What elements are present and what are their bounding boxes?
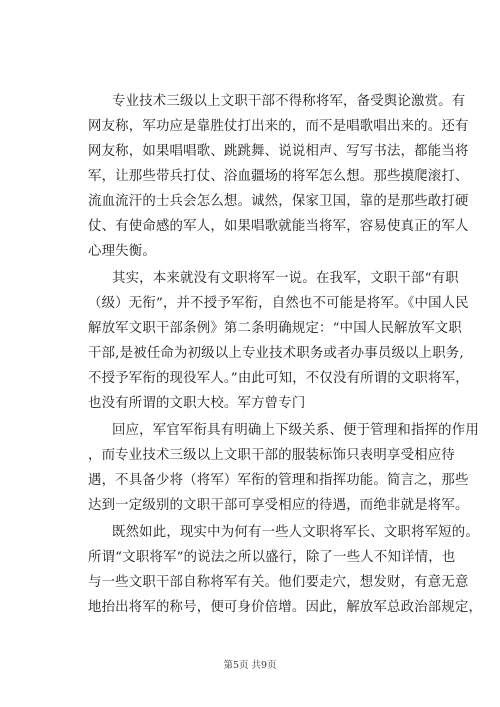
paragraph-4-line-1: 既然如此，现实中为何有一些人文职将军长、文职将军短的。: [112, 525, 479, 540]
paragraph-2-line-5: 不授予军衔的现役军人。”由此可知，不仅没有所谓的文职将军，: [88, 371, 469, 386]
paragraph-4-line-2: 所谓“文职将军”的说法之所以盛行，除了一些人不知详情，也: [88, 550, 456, 565]
paragraph-2-line-1: 其实，本来就没有文职将军一说。在我军，文职干部“有职: [112, 271, 459, 286]
paragraph-1-line-3: 网友称，如果唱唱歌、跳跳舞、说说相声、写写书法，都能当将: [88, 144, 469, 159]
paragraph-1-line-7: 心理失衡。: [88, 244, 156, 259]
page-number-footer: 第5页 共9页: [223, 660, 277, 671]
paragraph-4-line-4: 地抬出将军的称号，便可身价倍增。因此，解放军总政治部规定，: [88, 600, 483, 615]
paragraph-3-line-4: 达到一定级别的文职干部可享受相应的待遇，而绝非就是将军。: [88, 498, 469, 513]
paragraph-3-line-1: 回应，军官军衔具有明确上下级关系、便于管理和指挥的作用: [112, 423, 479, 438]
paragraph-3-line-2: ，而专业技术三级以上文职干部的服装标饰只表明享受相应待: [88, 448, 455, 463]
paragraph-2-line-4: 干部,是被任命为初级以上专业技术职务或者办事员级以上职务,: [88, 346, 464, 361]
paragraph-2-line-2: （级）无衔”，并不授予军衔，自然也不可能是将军。《中国人民: [88, 296, 469, 311]
paragraph-3-line-3: 遇，不具备少将（将军）军衔的管理和指挥功能。简言之，那些: [88, 473, 469, 488]
paragraph-1-line-2: 网友称，军功应是靠胜仗打出来的，而不是唱歌唱出来的。还有: [88, 119, 469, 134]
paragraph-1-line-5: 流血流汗的士兵会怎么想。诚然，保家卫国，靠的是那些敢打硬: [88, 194, 469, 209]
paragraph-1-line-6: 仗、有使命感的军人，如果唱歌就能当将军，容易使真正的军人: [88, 219, 469, 234]
paragraph-4-line-3: 与一些文职干部自称将军有关。他们要走穴，想发财，有意无意: [88, 575, 469, 590]
paragraph-2-line-6: 也没有所谓的文职大校。军方曾专门: [88, 396, 306, 411]
paragraph-2-line-3: 解放军文职干部条例》第二条明确规定：“中国人民解放军文职: [88, 321, 462, 336]
paragraph-1-line-4: 军，让那些带兵打仗、浴血疆场的将军怎么想。那些摸爬滚打、: [88, 169, 469, 184]
paragraph-1-line-1: 专业技术三级以上文职干部不得称将军，备受舆论激赏。有: [112, 94, 466, 109]
